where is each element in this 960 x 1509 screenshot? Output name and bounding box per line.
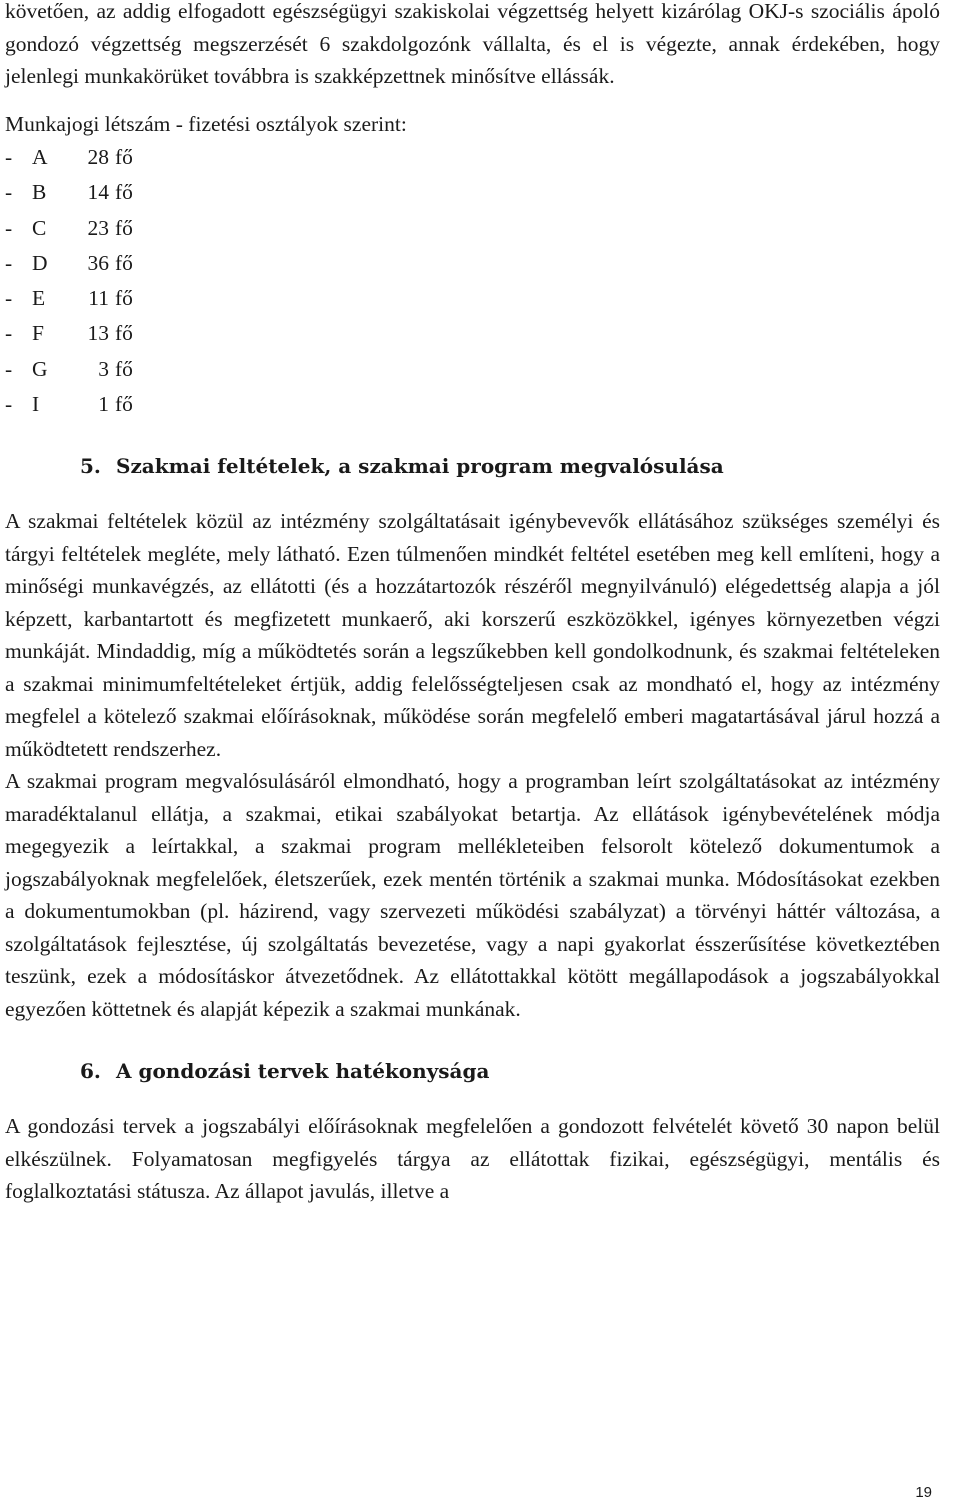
spacer xyxy=(5,93,940,108)
headcount-unit: fő xyxy=(115,180,133,205)
section-title: A gondozási tervek hatékonysága xyxy=(116,1059,490,1084)
headcount-unit: fő xyxy=(115,321,133,346)
headcount: 11 xyxy=(88,286,109,311)
salary-class-code: A xyxy=(32,145,48,169)
headcount-unit: fő xyxy=(115,392,133,417)
list-item xyxy=(5,352,940,387)
list-dash: - xyxy=(5,321,13,346)
section-number: 5. xyxy=(80,454,101,479)
headcount-unit: fő xyxy=(115,286,133,311)
salary-class-code: I xyxy=(32,392,40,417)
list-dash: - xyxy=(5,356,13,381)
paragraph-care-plans: A gondozási tervek a jogszabályi előírásoknak megfelelően a gondozott felvételét követő 30 napon belül elkészülnek. Folyamatosan megfigyelés tárgya az ellátottak fizikai, egészségügyi, mentális és foglalkoztatási státusza. Az állapot javulás, illetve a xyxy=(5,1114,940,1204)
list-item xyxy=(5,175,940,210)
headcount-unit: fő xyxy=(115,215,133,240)
salary-class-code: G xyxy=(32,356,48,381)
list-item xyxy=(5,281,940,316)
paragraph-qualification: követően, az addig elfogadott egészségügyi szakiskolai végzettség helyett kizárólag OKJ-s szociális ápoló gondozó végzettség megszerzését 6 szakdolgozónk vállalta, és el is végezte, annak érdekében, hogy jelenlegi munkakörüket továbbra is szakképzettnek minősítve ellássák. xyxy=(5,0,940,88)
headcount: 36 xyxy=(87,250,109,275)
headcount-unit: fő xyxy=(115,250,133,275)
staff-list-intro: Munkajogi létszám - fizetési osztályok szerint: xyxy=(5,111,407,136)
section-title: Szakmai feltételek, a szakmai program megvalósulása xyxy=(116,454,724,479)
document-page xyxy=(5,0,940,1208)
staff-list xyxy=(5,140,940,422)
headcount: 13 xyxy=(87,321,109,346)
paragraph-program-realization: A szakmai program megvalósulásáról elmondható, hogy a programban leírt szolgáltatásokat az intézmény maradéktalanul ellátja, a szakmai, etikai szabályokat betartja. Az ellátások igénybevételének módja megegyezik a leírtakkal, a szakmai program mellékleteiben felsorolt kötelező dokumentumok a jogszabályoknak megfelelőek, életszerűek, ezek mentén történik a szakmai munka. Módosításokat ezekben a dokumentumokban (pl. házirend, vagy szervezeti működési szabályzat) a törvényi háttér változása, a szolgáltatások fejlesztése, új szolgáltatás bevezetése, vagy a napi gyakorlat ésszerűsítése következtében teszünk, ezek a módosításkor átvezetődnek. Az ellátottakkal kötött megállapodások a jogszabályokkal egyezően köttetnek és alapját képezik a szakmai munkának. xyxy=(5,769,940,1021)
list-item xyxy=(5,211,940,246)
salary-class-code: C xyxy=(32,215,47,240)
list-dash: - xyxy=(5,286,13,311)
list-dash: - xyxy=(5,215,13,240)
headcount-unit: fő xyxy=(115,356,133,381)
list-item xyxy=(5,246,940,281)
list-dash: - xyxy=(5,250,13,275)
headcount: 28 xyxy=(87,145,109,169)
headcount: 14 xyxy=(87,180,109,205)
headcount: 1 xyxy=(98,392,109,417)
salary-class-code: D xyxy=(32,250,48,275)
salary-class-code: B xyxy=(32,180,47,205)
page-number: 19 xyxy=(915,1484,932,1501)
list-item xyxy=(5,140,940,175)
section-heading-5 xyxy=(5,450,940,482)
headcount: 3 xyxy=(98,356,109,381)
list-dash: - xyxy=(5,180,13,205)
section-heading-6 xyxy=(5,1055,940,1087)
section-number: 6. xyxy=(80,1059,101,1084)
list-item xyxy=(5,316,940,351)
salary-class-code: F xyxy=(32,321,44,346)
salary-class-code: E xyxy=(32,286,46,311)
headcount: 23 xyxy=(87,215,109,240)
list-dash: - xyxy=(5,145,13,169)
list-dash: - xyxy=(5,392,13,417)
list-item xyxy=(5,387,940,422)
headcount-unit: fő xyxy=(115,145,133,169)
paragraph-professional-conditions: A szakmai feltételek közül az intézmény szolgáltatásait igénybevevők ellátásához szükséges személyi és tárgyi feltételek megléte, mely látható. Ezen túlmenően mindkét feltétel esetében meg kell említeni, hogy a minőségi munkavégzés, az ellátotti (és a hozzátartozók részéről megnyilvánuló) elégedettség alapja a jól képzett, karbantartott és megfizetett munkaerő, aki korszerű eszközökkel, igényes környezetben végzi munkáját. Mindaddig, míg a működtetés során a legszűkebben kell gondolkodnunk, és szakmai feltételeken a szakmai minimumfeltételeket értjük, addig felelősségteljesen csak az mondható el, hogy az intézmény megfelel a kötelező szakmai előírásoknak, működése során megfelelő emberi magatartásával járul hozzá a működtetett rendszerhez. xyxy=(5,509,940,761)
